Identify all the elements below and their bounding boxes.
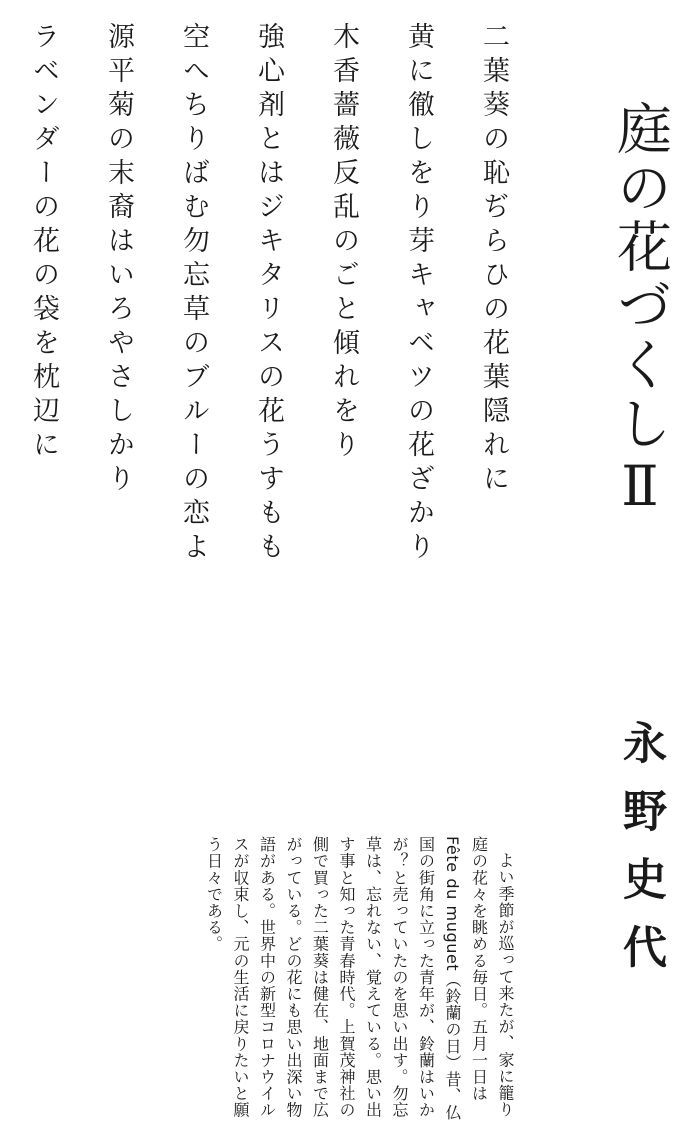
essay-paragraph: よい季節が巡って来たが、家に籠り庭の花々を眺める毎日。五月一日はFête du muguet（鈴蘭の日）昔、仏国の街角に立った青年が、鈴蘭はいかが？と売っていたのを思い出す。勿忘草は、忘れない、覚えている。思い出す事と知った青春時代。上賀茂神社の側で買った二葉葵は健在、地面まで広がっている。どの花にも思い出深い物語がある。世界中の新型コロナウイルスが収束し、元の生活に戻りたいと願う日々である。 <box>204 836 515 1121</box>
poem-line-7: ラベンダーの花の袋を枕辺に <box>28 22 59 464</box>
poem-line-3: 木香薔薇反乱のごと傾れをり <box>328 22 359 464</box>
poem-line-1: 二葉葵の恥ぢらひの花葉隠れに <box>478 22 509 498</box>
poem-line-2: 黄に徹しをり芽キャベツの花ざかり <box>403 22 434 566</box>
author-name: 永野史代 <box>615 720 666 992</box>
page-title: 庭の花づくしⅡ <box>608 100 672 522</box>
poem-line-4: 強心剤とはジキタリスの花うすもも <box>253 22 284 566</box>
poem-line-6: 源平菊の末裔はいろやさしかり <box>103 22 134 498</box>
poem-line-5: 空へちりばむ勿忘草のブルーの恋よ <box>178 22 209 566</box>
essay-block <box>173 836 518 1121</box>
